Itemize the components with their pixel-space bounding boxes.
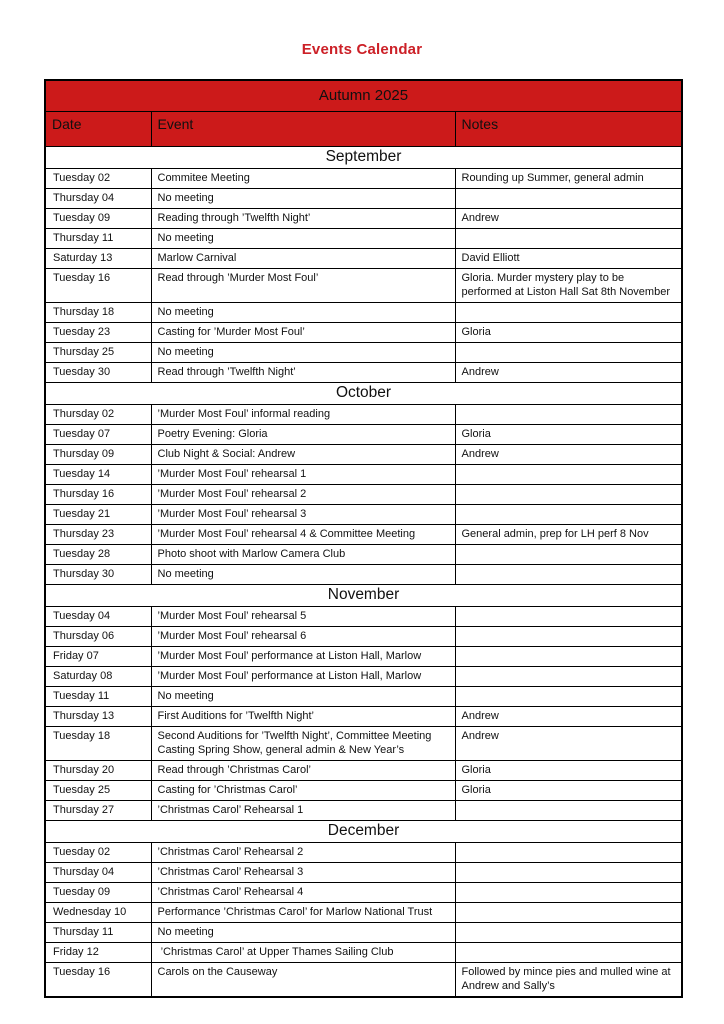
notes-cell — [455, 943, 682, 963]
event-cell: ’Christmas Carol’ at Upper Thames Sailing Club — [151, 943, 455, 963]
event-row — [45, 565, 682, 585]
date-cell: Tuesday 21 — [45, 505, 151, 525]
notes-cell — [455, 843, 682, 863]
event-cell: Club Night & Social: Andrew — [151, 445, 455, 465]
event-cell: Casting for ’Murder Most Foul’ — [151, 323, 455, 343]
date-cell: Saturday 08 — [45, 667, 151, 687]
event-row — [45, 843, 682, 863]
date-cell: Saturday 13 — [45, 249, 151, 269]
date-cell: Thursday 04 — [45, 189, 151, 209]
date-cell: Tuesday 28 — [45, 545, 151, 565]
event-cell: Read through ’Christmas Carol’ — [151, 761, 455, 781]
event-row — [45, 525, 682, 545]
event-cell: Reading through ’Twelfth Night’ — [151, 209, 455, 229]
event-cell: First Auditions for ’Twelfth Night’ — [151, 707, 455, 727]
month-section-row — [45, 383, 682, 405]
notes-cell — [455, 903, 682, 923]
event-cell: ’Christmas Carol’ Rehearsal 4 — [151, 883, 455, 903]
event-cell: ’Murder Most Foul’ rehearsal 5 — [151, 607, 455, 627]
notes-cell: Rounding up Summer, general admin — [455, 169, 682, 189]
event-row — [45, 405, 682, 425]
event-row — [45, 269, 682, 303]
date-cell: Tuesday 02 — [45, 843, 151, 863]
event-cell: ’Christmas Carol’ Rehearsal 1 — [151, 801, 455, 821]
date-cell: Thursday 18 — [45, 303, 151, 323]
event-cell: Read through ’Twelfth Night’ — [151, 363, 455, 383]
notes-cell — [455, 801, 682, 821]
event-cell: No meeting — [151, 565, 455, 585]
event-row — [45, 445, 682, 465]
event-row — [45, 485, 682, 505]
notes-cell: Andrew — [455, 707, 682, 727]
event-row — [45, 781, 682, 801]
month-header: October — [45, 383, 682, 405]
event-row — [45, 627, 682, 647]
event-cell: ’Christmas Carol’ Rehearsal 3 — [151, 863, 455, 883]
date-cell: Tuesday 30 — [45, 363, 151, 383]
notes-cell: Followed by mince pies and mulled wine at Andrew and Sally’s — [455, 963, 682, 998]
notes-cell — [455, 607, 682, 627]
date-cell: Tuesday 09 — [45, 883, 151, 903]
event-row — [45, 963, 682, 998]
event-row — [45, 667, 682, 687]
notes-cell — [455, 343, 682, 363]
event-cell: ’Murder Most Foul’ informal reading — [151, 405, 455, 425]
event-row — [45, 923, 682, 943]
date-cell: Thursday 13 — [45, 707, 151, 727]
event-row — [45, 229, 682, 249]
notes-cell — [455, 505, 682, 525]
date-cell: Thursday 25 — [45, 343, 151, 363]
notes-cell: David Elliott — [455, 249, 682, 269]
event-cell: Photo shoot with Marlow Camera Club — [151, 545, 455, 565]
notes-cell — [455, 405, 682, 425]
event-row — [45, 425, 682, 445]
event-cell: Casting for ’Christmas Carol’ — [151, 781, 455, 801]
event-cell: Commitee Meeting — [151, 169, 455, 189]
event-row — [45, 545, 682, 565]
event-row — [45, 607, 682, 627]
notes-cell — [455, 863, 682, 883]
date-cell: Thursday 16 — [45, 485, 151, 505]
notes-cell: Andrew — [455, 209, 682, 229]
event-cell: Carols on the Causeway — [151, 963, 455, 998]
notes-cell: Andrew — [455, 727, 682, 761]
event-row — [45, 761, 682, 781]
page-title: Events Calendar — [301, 41, 423, 58]
date-cell: Thursday 02 — [45, 405, 151, 425]
date-cell: Thursday 30 — [45, 565, 151, 585]
date-cell: Tuesday 25 — [45, 781, 151, 801]
notes-cell — [455, 545, 682, 565]
month-section-row — [45, 147, 682, 169]
notes-cell: Gloria — [455, 425, 682, 445]
event-row — [45, 727, 682, 761]
events-table — [44, 79, 683, 998]
date-cell: Tuesday 09 — [45, 209, 151, 229]
event-row — [45, 363, 682, 383]
date-cell: Thursday 27 — [45, 801, 151, 821]
date-cell: Friday 07 — [45, 647, 151, 667]
month-header: November — [45, 585, 682, 607]
event-cell: ’Murder Most Foul’ rehearsal 2 — [151, 485, 455, 505]
event-cell: No meeting — [151, 343, 455, 363]
event-cell: No meeting — [151, 687, 455, 707]
date-cell: Tuesday 04 — [45, 607, 151, 627]
column-header-notes: Notes — [455, 112, 682, 147]
event-row — [45, 647, 682, 667]
event-row — [45, 687, 682, 707]
notes-cell — [455, 303, 682, 323]
event-cell: ’Murder Most Foul’ rehearsal 1 — [151, 465, 455, 485]
date-cell: Tuesday 14 — [45, 465, 151, 485]
event-cell: Poetry Evening: Gloria — [151, 425, 455, 445]
event-row — [45, 465, 682, 485]
date-cell: Tuesday 07 — [45, 425, 151, 445]
date-cell: Thursday 09 — [45, 445, 151, 465]
notes-cell — [455, 565, 682, 585]
event-cell: Read through ’Murder Most Foul’ — [151, 269, 455, 303]
date-cell: Tuesday 02 — [45, 169, 151, 189]
event-cell: ’Murder Most Foul’ rehearsal 6 — [151, 627, 455, 647]
notes-cell — [455, 923, 682, 943]
event-row — [45, 505, 682, 525]
notes-cell: Gloria — [455, 781, 682, 801]
date-cell: Tuesday 16 — [45, 269, 151, 303]
notes-cell: Gloria. Murder mystery play to be performed at Liston Hall Sat 8th November — [455, 269, 682, 303]
date-cell: Tuesday 16 — [45, 963, 151, 998]
event-cell: Second Auditions for ’Twelfth Night’, Committee Meeting Casting Spring Show, general admin & New Year’s — [151, 727, 455, 761]
date-cell: Tuesday 18 — [45, 727, 151, 761]
event-row — [45, 303, 682, 323]
notes-cell — [455, 189, 682, 209]
event-row — [45, 249, 682, 269]
date-cell: Friday 12 — [45, 943, 151, 963]
event-row — [45, 903, 682, 923]
event-cell: ’Murder Most Foul’ rehearsal 3 — [151, 505, 455, 525]
notes-cell — [455, 647, 682, 667]
notes-cell — [455, 883, 682, 903]
date-cell: Thursday 06 — [45, 627, 151, 647]
event-row — [45, 883, 682, 903]
notes-cell — [455, 485, 682, 505]
month-header: December — [45, 821, 682, 843]
notes-cell — [455, 465, 682, 485]
event-cell: No meeting — [151, 303, 455, 323]
event-row — [45, 209, 682, 229]
date-cell: Thursday 04 — [45, 863, 151, 883]
date-cell: Thursday 20 — [45, 761, 151, 781]
event-cell: ’Murder Most Foul’ performance at Liston Hall, Marlow — [151, 667, 455, 687]
event-cell: Marlow Carnival — [151, 249, 455, 269]
notes-cell: Gloria — [455, 761, 682, 781]
column-header-date: Date — [45, 112, 151, 147]
event-cell: ’Christmas Carol’ Rehearsal 2 — [151, 843, 455, 863]
event-cell: ’Murder Most Foul’ rehearsal 4 & Committee Meeting — [151, 525, 455, 545]
event-cell: ’Murder Most Foul’ performance at Liston Hall, Marlow — [151, 647, 455, 667]
event-row — [45, 169, 682, 189]
season-banner: Autumn 2025 — [45, 80, 682, 112]
date-cell: Tuesday 11 — [45, 687, 151, 707]
month-header: September — [45, 147, 682, 169]
season-banner-row — [45, 80, 682, 112]
date-cell: Tuesday 23 — [45, 323, 151, 343]
column-header-row — [45, 112, 682, 147]
date-cell: Thursday 23 — [45, 525, 151, 545]
month-section-row — [45, 585, 682, 607]
date-cell: Thursday 11 — [45, 923, 151, 943]
notes-cell: Andrew — [455, 445, 682, 465]
event-row — [45, 943, 682, 963]
event-row — [45, 863, 682, 883]
notes-cell — [455, 667, 682, 687]
event-cell: No meeting — [151, 923, 455, 943]
notes-cell: Gloria — [455, 323, 682, 343]
month-section-row — [45, 821, 682, 843]
event-cell: Performance ’Christmas Carol’ for Marlow National Trust — [151, 903, 455, 923]
event-row — [45, 801, 682, 821]
event-row — [45, 343, 682, 363]
event-cell: No meeting — [151, 189, 455, 209]
column-header-event: Event — [151, 112, 455, 147]
event-cell: No meeting — [151, 229, 455, 249]
notes-cell: General admin, prep for LH perf 8 Nov — [455, 525, 682, 545]
notes-cell — [455, 687, 682, 707]
event-row — [45, 189, 682, 209]
event-row — [45, 707, 682, 727]
event-row — [45, 323, 682, 343]
notes-cell: Andrew — [455, 363, 682, 383]
date-cell: Thursday 11 — [45, 229, 151, 249]
notes-cell — [455, 229, 682, 249]
notes-cell — [455, 627, 682, 647]
date-cell: Wednesday 10 — [45, 903, 151, 923]
